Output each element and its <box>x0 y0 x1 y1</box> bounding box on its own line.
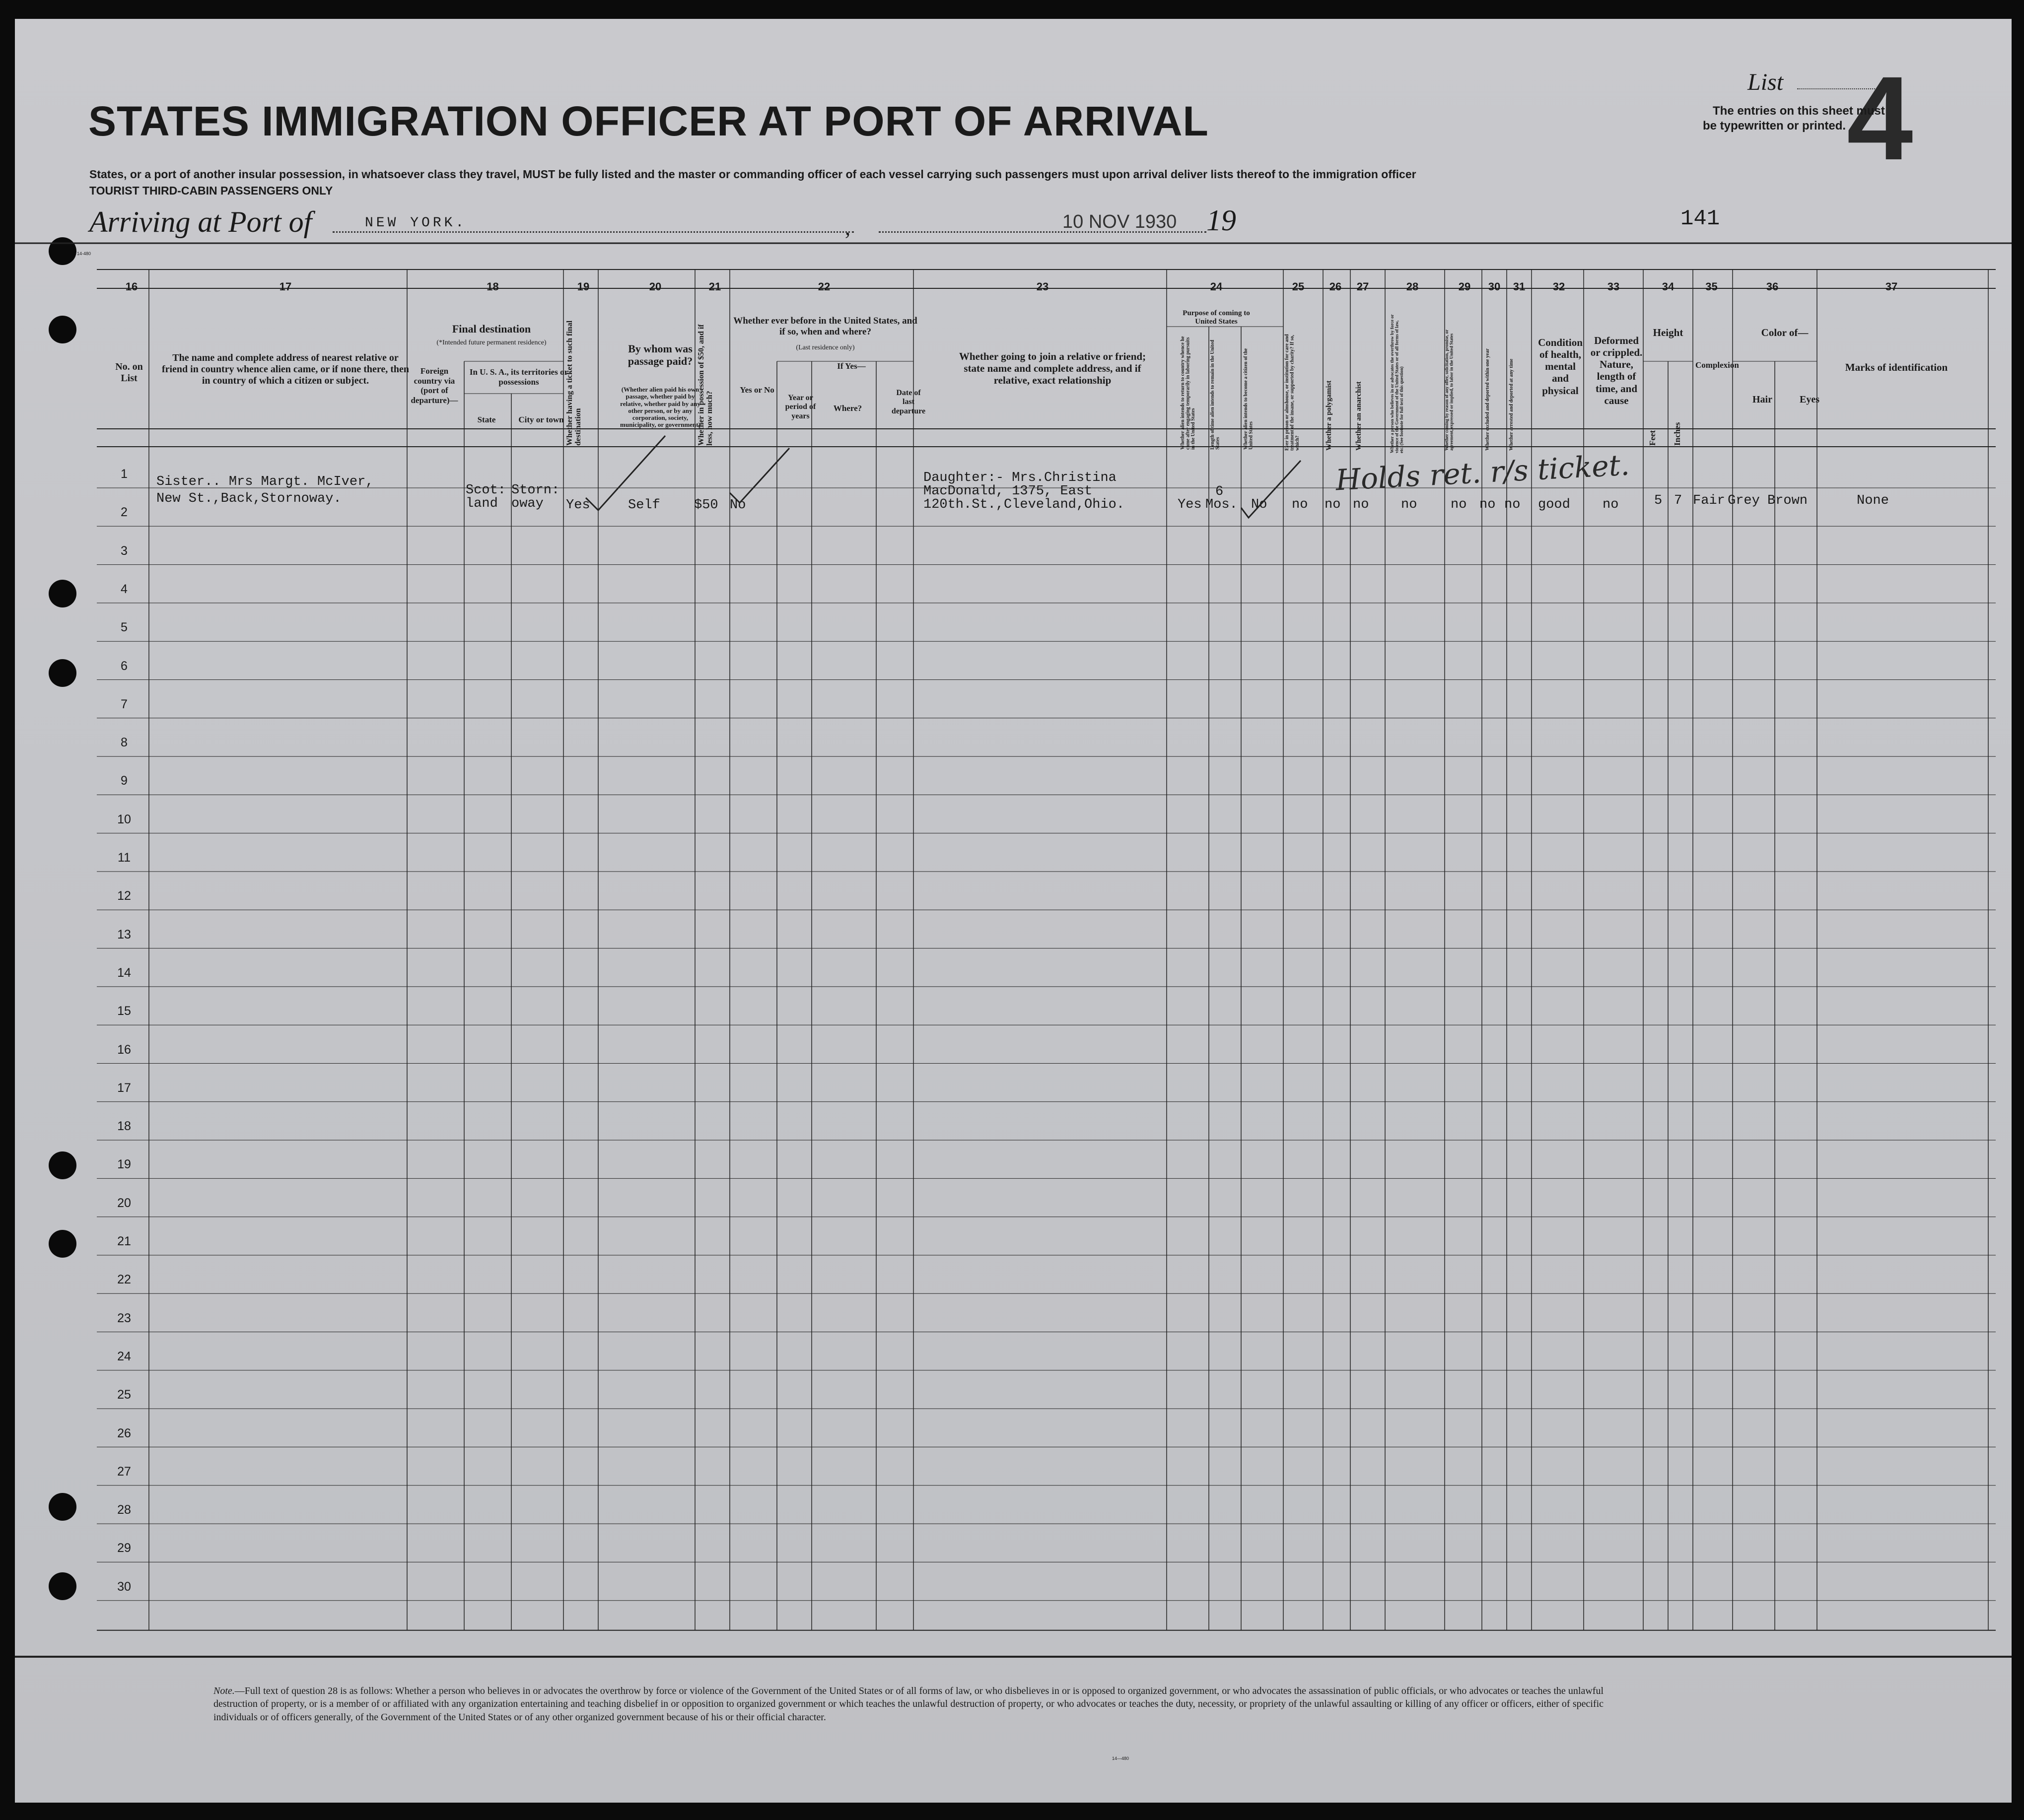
col-number-28: 28 <box>1406 280 1419 293</box>
entry-complexion: Fair <box>1693 493 1725 508</box>
entry-deformed: no <box>1603 497 1619 512</box>
header-marks: Marks of identification <box>1845 361 1948 373</box>
entry-ticket: Yes <box>566 498 590 513</box>
manifest-sheet <box>15 19 2012 1803</box>
row-number: 5 <box>121 620 128 635</box>
typewritten-note-2: be typewritten or printed. <box>1703 119 1846 133</box>
entry-city-line2: oway <box>511 496 544 511</box>
row-number: 23 <box>117 1311 131 1325</box>
row-number: 15 <box>117 1004 131 1018</box>
header-money: Whether in possession of $50, and if less, how much? <box>697 324 714 446</box>
col-number-20: 20 <box>649 280 662 293</box>
row-number: 11 <box>118 851 131 865</box>
entry-joining-line3: 120th.St.,Cleveland,Ohio. <box>923 497 1125 512</box>
passenger-class: TOURIST THIRD-CABIN PASSENGERS ONLY <box>89 184 333 197</box>
footnote-code: 14—480 <box>1112 1756 1129 1761</box>
col-number-37: 37 <box>1885 280 1898 293</box>
header-purpose: Purpose of coming to United States <box>1183 309 1250 326</box>
row-number: 28 <box>117 1503 131 1517</box>
header-passage-paid: By whom was passage paid? <box>628 342 693 368</box>
entry-intends-return: Yes <box>1178 497 1202 512</box>
header-labor-offer: Whether coming by reason of any offer, solicitation, promise, or agreement, expressed or implied, to labor in the United States <box>1444 330 1454 451</box>
entry-polygamist: no <box>1325 497 1341 512</box>
row-number: 21 <box>117 1234 131 1248</box>
comma: , <box>845 215 850 240</box>
header-where: Where? <box>833 404 862 413</box>
header-complexion: Complexion <box>1695 360 1739 370</box>
entry-excluded: no <box>1479 497 1496 512</box>
entry-money: $50 <box>694 498 718 513</box>
date-stamp: 10 NOV 1930 <box>1062 211 1177 232</box>
header-year: Year or period of years <box>785 394 816 420</box>
list-label: List <box>1747 69 1784 95</box>
header-become-citizen: Whether alien intends to become a citizen of the United States <box>1243 348 1254 450</box>
header-state: State <box>477 415 496 424</box>
col-number-35: 35 <box>1705 280 1718 293</box>
entry-deported: no <box>1504 497 1521 512</box>
header-feet: Feet <box>1648 430 1657 446</box>
form-code: 14-480 <box>77 251 91 256</box>
typewritten-note-1: The entries on this sheet must <box>1713 104 1885 118</box>
header-final-destination-note: (*Intended future permanent residence) <box>436 339 547 346</box>
row-number: 22 <box>117 1273 131 1287</box>
col-number-24: 24 <box>1210 280 1223 293</box>
row-number: 8 <box>121 736 128 750</box>
entry-city-line1: Storn: <box>511 483 560 498</box>
entry-q28: no <box>1401 497 1417 512</box>
col-number-18: 18 <box>487 280 499 293</box>
row-number: 10 <box>117 812 131 826</box>
col-number-21: 21 <box>708 280 721 293</box>
header-nearest-relative: The name and complete address of nearest relative or friend in country whence alien came, or if none there, then in country of which a citizen or subject. <box>161 352 410 386</box>
col-number-26: 26 <box>1329 280 1342 293</box>
col-number-25: 25 <box>1292 280 1305 293</box>
footnote <box>213 1685 1604 1724</box>
row-number: 12 <box>117 889 131 903</box>
entry-eyes: Brown <box>1767 493 1808 508</box>
row-number: 30 <box>117 1579 131 1594</box>
footnote-label: Note. <box>213 1685 235 1696</box>
entry-state-line2: land <box>466 496 498 511</box>
footnote-text: —Full text of question 28 is as follows: Whether a person who believes in or advocates the overthrow by force or violence of the Government of the United States or of all forms of law, or who disbelieves in or is opposed to organized government, or who advocates the assassination of public officials, or who advocates or teaches the unlawful destruction of property, or is a member of or affiliated with any organization entertaining and teaching disbelief in or opposition to organized government or which teaches the unlawful destruction of property, or who advocates or teaches the duty, necessity, or propriety of the unlawful assaulting or killing of any officer or officers, either of specific individuals or of officers generally, of the Government of the United States or of any other organized government because of his or their official character. <box>213 1685 1604 1723</box>
row-number: 13 <box>117 927 131 942</box>
entry-inches: 7 <box>1674 493 1682 508</box>
row-number: 3 <box>121 543 128 558</box>
col-number-30: 30 <box>1488 280 1501 293</box>
col-number-31: 31 <box>1513 280 1526 293</box>
header-joining: Whether going to join a relative or friend; state name and complete address, and if relative, exact relationship <box>959 350 1146 387</box>
entry-state-line1: Scot: <box>466 483 506 498</box>
row-number: 6 <box>121 659 128 673</box>
row-number: 19 <box>117 1157 131 1172</box>
row-number: 4 <box>121 582 128 596</box>
col-number-33: 33 <box>1607 280 1620 293</box>
row-number: 17 <box>117 1080 131 1095</box>
row-number: 18 <box>117 1119 131 1134</box>
col-number-16: 16 <box>125 280 138 293</box>
col-number-17: 17 <box>279 280 292 293</box>
header-if-yes: If Yes— <box>837 361 866 371</box>
entry-health: good <box>1538 497 1570 512</box>
header-health: Condition of health, mental and physical <box>1538 337 1583 397</box>
year-label: 19 <box>1206 204 1236 237</box>
row-number: 26 <box>117 1426 131 1440</box>
entry-joining-line2: MacDonald, 1375, East <box>923 484 1093 499</box>
col-number-23: 23 <box>1036 280 1049 293</box>
header-deported: Whether arrested and deported at any time <box>1509 358 1514 451</box>
header-color-of: Color of— <box>1761 327 1809 338</box>
header-hair: Hair <box>1752 394 1772 405</box>
form-instructions: States, or a port of another insular possession, in whatsoever class they travel, MUST be fully listed and the master or commanding officer of each vessel carrying such passengers must upon arrival deliver lists thereof to the immigration officer <box>89 168 1416 181</box>
col-number-32: 32 <box>1552 280 1565 293</box>
entry-citizen: No <box>1251 497 1267 512</box>
header-length-stay: Length of time alien intends to remain in the United States <box>1210 339 1221 450</box>
entry-length-stay-num: 6 <box>1215 484 1224 499</box>
handwritten-check-marks <box>15 19 2012 1803</box>
row-number: 7 <box>121 697 128 711</box>
entry-labor-offer: no <box>1451 497 1467 512</box>
col-number-29: 29 <box>1458 280 1471 293</box>
entry-relative-line1: Sister.. Mrs Margt. McIver, <box>156 474 374 489</box>
header-excluded: Whether excluded and deported within one year <box>1485 348 1490 451</box>
header-eyes: Eyes <box>1800 394 1819 405</box>
header-polygamist: Whether a polygamist <box>1325 380 1333 451</box>
header-anarchist: Whether an anarchist <box>1355 381 1363 451</box>
row-number: 29 <box>117 1541 131 1555</box>
entry-marks: None <box>1857 493 1889 508</box>
row-number: 20 <box>117 1196 131 1210</box>
row-number: 9 <box>121 774 128 788</box>
entry-anarchist: no <box>1353 497 1369 512</box>
header-intends-return: Whether alien intends to return to country whence he came after engaging temporarily in laboring pursuits in the United States <box>1180 336 1196 450</box>
header-prison: Ever in prison or almshouse, or institution for care and treatment of the insane, or supported by charity? If so, which? <box>1284 334 1300 451</box>
header-height: Height <box>1653 327 1683 338</box>
header-q28: Whether a person who believes in or advocates the overthrow by force or violence of the Government of the United States or of all forms of law, etc. (See footnote for full text of this question) <box>1390 314 1404 453</box>
header-before-in-us: Whether ever before in the United States, and if so, when and where? <box>733 316 917 337</box>
entry-before-in-us: No <box>730 498 746 513</box>
header-in-usa: In U. S. A., its territories or possessions <box>469 367 568 387</box>
col-number-27: 27 <box>1356 280 1369 293</box>
header-inches: Inches <box>1673 422 1682 446</box>
col-number-19: 19 <box>577 280 590 293</box>
header-no-on-list: No. on List <box>115 361 143 384</box>
entry-length-stay-unit: Mos. <box>1205 497 1238 512</box>
header-deformed: Deformed or crippled. Nature, length of time, and cause <box>1590 335 1643 406</box>
header-city: City or town <box>518 415 564 424</box>
page-number: 141 <box>1680 206 1720 231</box>
entry-relative-line2: New St.,Back,Stornoway. <box>156 491 342 506</box>
row-number: 1 <box>121 467 128 481</box>
col-number-34: 34 <box>1662 280 1675 293</box>
entry-hair: Grey <box>1728 493 1760 508</box>
form-title: STATES IMMIGRATION OFFICER AT PORT OF ARRIVAL <box>88 98 1209 144</box>
handwritten-note: Holds ret. r/s ticket. <box>1334 448 1631 497</box>
row-number: 14 <box>117 965 131 980</box>
col-number-36: 36 <box>1766 280 1779 293</box>
header-passage-paid-note: (Whether alien paid his own passage, whether paid by relative, whether paid by any other person, or by any corporation, society, municipality, or government) <box>620 386 700 429</box>
entry-prison: no <box>1292 497 1308 512</box>
header-last-departure: Date of last departure <box>891 389 926 415</box>
entry-joining-line1: Daughter:- Mrs.Christina <box>923 471 1117 485</box>
row-number: 27 <box>117 1464 131 1479</box>
row-number: 16 <box>117 1042 131 1057</box>
arriving-label: Arriving at Port of <box>89 205 312 238</box>
list-number: 4 <box>1847 52 1913 185</box>
header-ticket: Whether having a ticket to such final destination <box>565 320 582 446</box>
row-number: 24 <box>117 1349 131 1363</box>
header-last-residence: (Last residence only) <box>796 344 855 351</box>
row-number: 2 <box>121 505 128 520</box>
port-name: NEW YORK. <box>365 215 467 231</box>
col-number-22: 22 <box>818 280 831 293</box>
entry-feet: 5 <box>1654 493 1663 508</box>
row-number: 25 <box>117 1388 131 1402</box>
entry-passage-paid: Self <box>628 498 660 513</box>
header-foreign-country: Foreign country via (port of departure)— <box>411 366 458 405</box>
header-final-destination: Final destination <box>452 323 531 335</box>
header-yes-no: Yes or No <box>740 385 774 395</box>
